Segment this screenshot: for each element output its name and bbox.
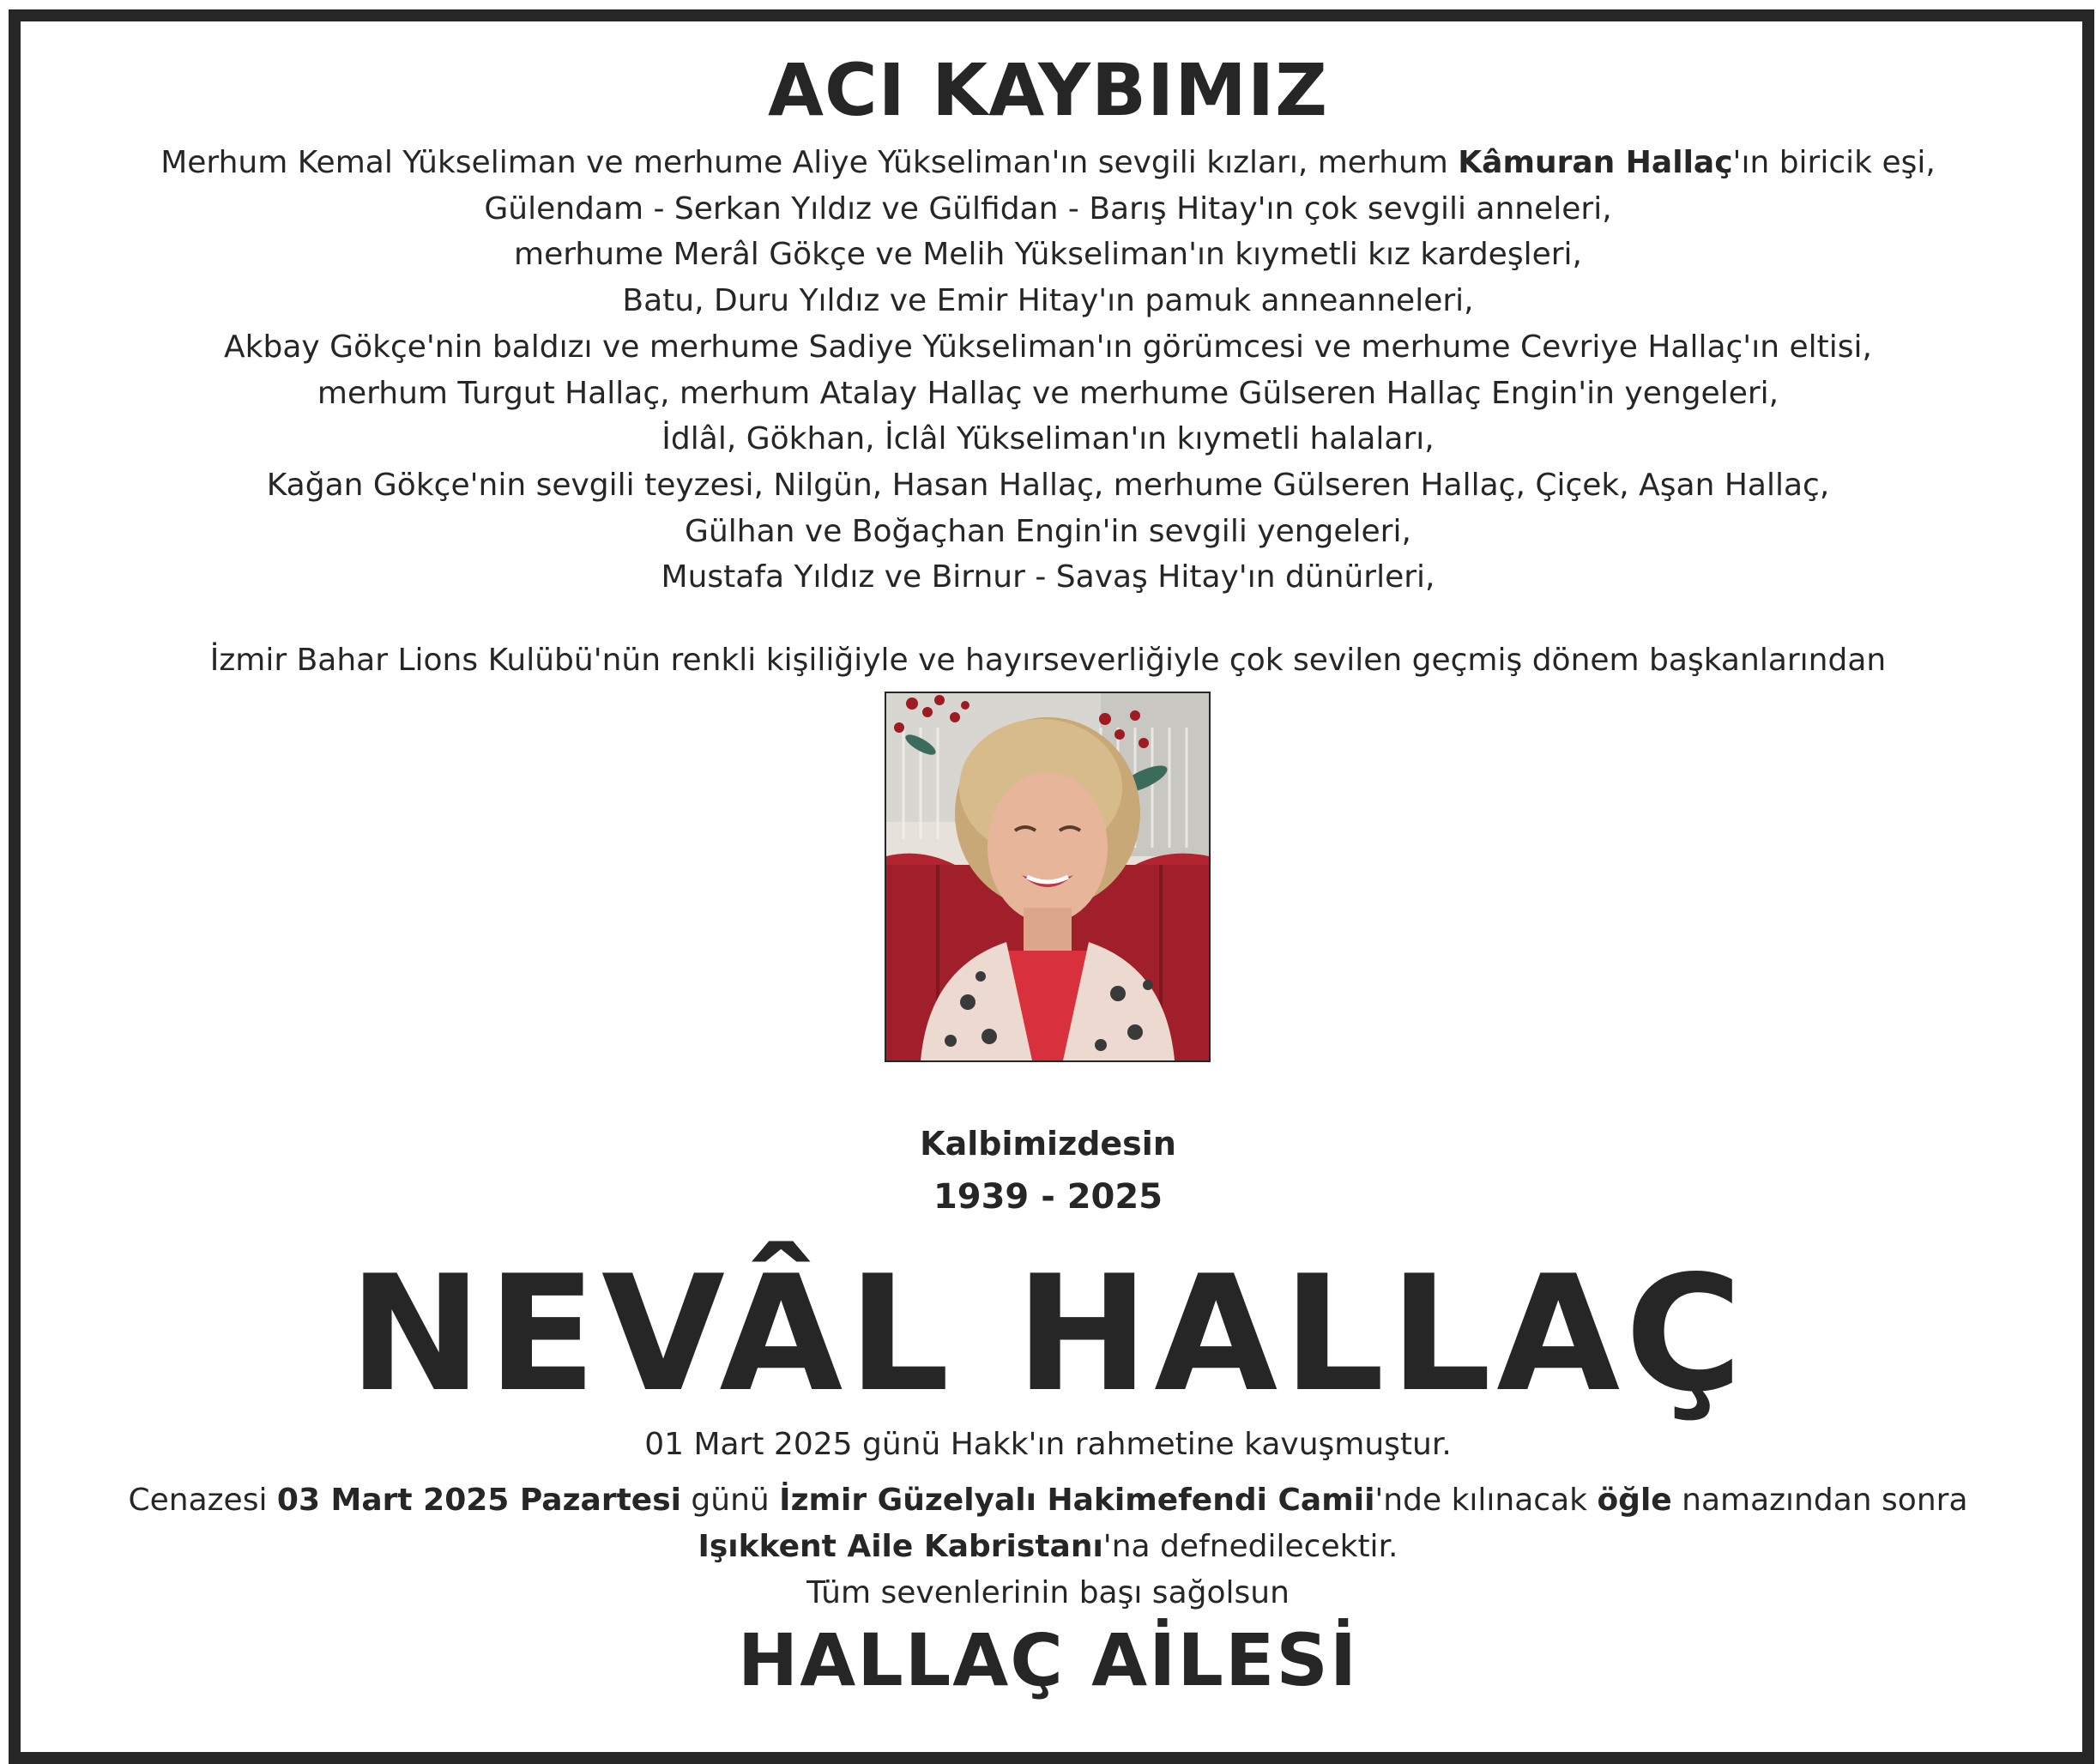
deceased-name: NEVÂL HALLAÇ [348,1241,1748,1427]
relatives-line: Gülendam - Serkan Yıldız ve Gülfidan - Barış Hitay'ın çok sevgili anneleri, [484,190,1612,227]
condolence-line: Tüm sevenlerinin başı sağolsun [806,1575,1290,1610]
life-years: 1939 - 2025 [933,1177,1163,1217]
notice-heading: ACI KAYBIMIZ [767,48,1329,132]
relatives-line: merhume Merâl Gökçe ve Melih Yükseliman'ın kıymetli kız kardeşleri, [514,237,1582,273]
date-of-passing: 01 Mart 2025 günü Hakk'ın rahmetine kavuşmuştur. [644,1427,1452,1462]
relatives-line: Merhum Kemal Yükseliman ve merhume Aliye Yükseliman'ın sevgili kızları, merhum Kâmuran Hallaç'ın biricik eşi, [160,145,1936,180]
club-affiliation: İzmir Bahar Lions Kulübü'nün renkli kişiliğiyle ve hayırseverliğiyle çok sevilen geçmiş dönem başkanlarından [209,643,1887,678]
cemetery-name: Işıkkent Aile Kabristanı [698,1529,1103,1564]
spouse-name: Kâmuran Hallaç [1458,145,1733,180]
funeral-line: Işıkkent Aile Kabristanı'na defnedilecektir. [698,1529,1398,1564]
relatives-line: Akbay Gökçe'nin baldızı ve merhume Sadiye Yükseliman'ın görümcesi ve merhume Cevriye Hallaç'ın eltisi, [224,329,1872,365]
obituary-notice [21,21,2075,1737]
relatives-line: Gülhan ve Boğaçhan Engin'in sevgili yengeleri, [685,513,1411,549]
mosque-name: İzmir Güzelyalı Hakimefendi Camii [779,1483,1375,1518]
relatives-list [21,140,2075,601]
funeral-line: Cenazesi 03 Mart 2025 Pazartesi günü İzmir Güzelyalı Hakimefendi Camii'nde kılınacak öğle namazından sonra [128,1483,1968,1518]
relatives-line: merhum Turgut Hallaç, merhum Atalay Hallaç ve merhume Gülseren Hallaç Engin'in yengeleri, [317,375,1779,411]
portrait-photo [885,692,1211,1062]
family-signature: HALLAÇ AİLESİ [737,1618,1359,1702]
relatives-line: İdlâl, Gökhan, İclâl Yükseliman'ın kıymetli halaları, [661,421,1435,457]
prayer-time: öğle [1597,1483,1672,1518]
relatives-line: Batu, Duru Yıldız ve Emir Hitay'ın pamuk anneanneleri, [622,283,1474,319]
relatives-line: Kağan Gökçe'nin sevgili teyzesi, Nilgün, Hasan Hallaç, merhume Gülseren Hallaç, Çiçek, Aşan Hallaç, [266,467,1830,503]
relatives-line: Mustafa Yıldız ve Birnur - Savaş Hitay'ın dünürleri, [661,559,1435,595]
funeral-details [21,1477,2075,1616]
funeral-date: 03 Mart 2025 Pazartesi [276,1483,681,1518]
memorial-motto: Kalbimizdesin [920,1125,1176,1163]
